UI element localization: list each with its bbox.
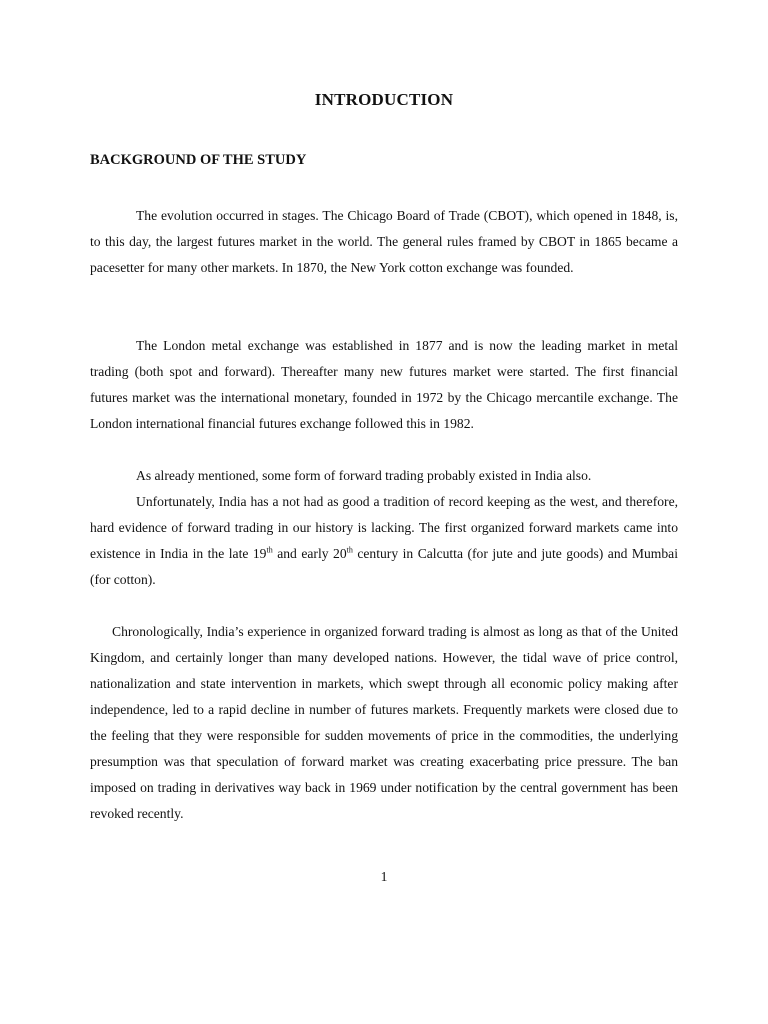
paragraph-text-part: century in Calcutta (for jute and jute goods) and Mumbai (for cotton). xyxy=(90,546,678,587)
page-number: 1 xyxy=(380,869,388,884)
superscript-th: th xyxy=(346,545,353,555)
paragraph-chronology: Chronologically, India’s experience in organized forward trading is almost as long as that of the United Kingdom, and certainly longer than many developed nations. However, the tidal wave of price control, nationalization and state intervention in markets, which swept through all economic policy making after independence, led to a rapid decline in number of futures markets. Frequently markets were closed due to the feeling that they were responsible for sudden movements of price in the commodities, the underlying presumption was that speculation of forward market was creating exacerbating price pressure. The ban imposed on trading in derivatives way back in 1969 under notification by the central government has been revoked recently. xyxy=(90,624,678,821)
paragraph-india-forward-trading: As already mentioned, some form of forward trading probably existed in India also. xyxy=(136,468,592,483)
page-title: INTRODUCTION xyxy=(314,90,454,109)
paragraph-text-part: Unfortunately, India has a not had as good a tradition of record keeping as the west, and therefore, hard evidence of forward trading in our history is lacking. The first organized forward markets came into existence in India in the late 19 xyxy=(90,494,678,561)
paragraph-india-record-keeping xyxy=(90,489,678,593)
superscript-th: th xyxy=(266,545,273,555)
section-heading: BACKGROUND OF THE STUDY xyxy=(90,152,307,168)
paragraph-text-part: and early 20 xyxy=(272,546,347,561)
paragraph-cbot-history: The evolution occurred in stages. The Chicago Board of Trade (CBOT), which opened in 1848, is, to this day, the largest futures market in the world. The general rules framed by CBOT in 1865 became a pacesetter for many other markets. In 1870, the New York cotton exchange was founded. xyxy=(90,208,678,275)
paragraph-london-exchange: The London metal exchange was established in 1877 and is now the leading market in metal trading (both spot and forward). Thereafter many new futures market were started. The first financial futures market was the international monetary, founded in 1972 by the Chicago mercantile exchange. The London international financial futures exchange followed this in 1982. xyxy=(90,338,678,431)
